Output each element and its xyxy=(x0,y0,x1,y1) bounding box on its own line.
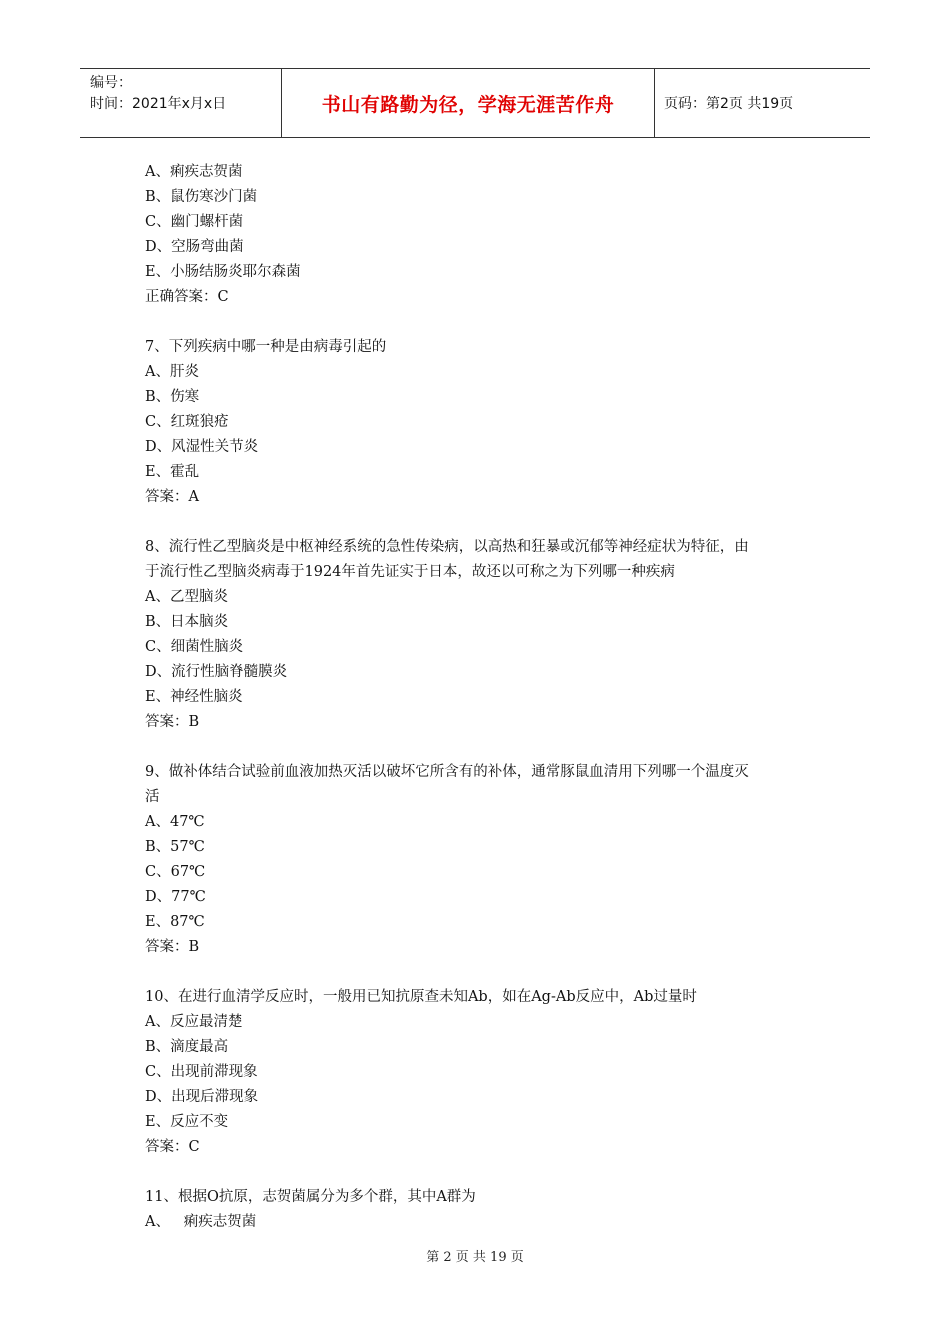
question-8 xyxy=(145,535,825,735)
option-d: D、空肠弯曲菌 xyxy=(145,239,244,255)
question-stem-line-1: 8、流行性乙型脑炎是中枢神经系统的急性传染病，以高热和狂暴或沉郁等神经症状为特征，由 xyxy=(145,539,749,555)
option-b: B、鼠伤寒沙门菌 xyxy=(145,189,258,205)
question-7 xyxy=(145,335,825,510)
option-d: D、出现后滞现象 xyxy=(145,1089,259,1105)
answer: 答案：C xyxy=(145,1139,200,1155)
option-e: E、小肠结肠炎耶尔森菌 xyxy=(145,264,301,280)
answer: 答案：B xyxy=(145,939,200,955)
option-a: A、肝炎 xyxy=(145,364,199,380)
document-body xyxy=(145,160,825,1235)
option-b: B、滴度最高 xyxy=(145,1039,229,1055)
page-footer: 第 2 页 共 19 页 xyxy=(426,1250,524,1265)
option-c: C、67℃ xyxy=(145,864,206,880)
question-stem-line-1: 9、做补体结合试验前血液加热灭活以破坏它所含有的补体，通常豚鼠血清用下列哪一个温度灭 xyxy=(145,764,749,780)
header-meta xyxy=(90,73,226,115)
option-d: D、77℃ xyxy=(145,889,206,905)
option-c: C、出现前滞现象 xyxy=(145,1064,258,1080)
option-e: E、霍乱 xyxy=(145,464,200,480)
option-c: C、红斑狼疮 xyxy=(145,414,229,430)
question-9 xyxy=(145,760,825,960)
question-prev xyxy=(145,160,825,310)
option-a: A、反应最清楚 xyxy=(145,1014,243,1030)
option-c: C、细菌性脑炎 xyxy=(145,639,244,655)
option-c: C、幽门螺杆菌 xyxy=(145,214,244,230)
option-b: B、57℃ xyxy=(145,839,205,855)
option-a: A、乙型脑炎 xyxy=(145,589,228,605)
question-10 xyxy=(145,985,825,1160)
option-a: A、 痢疾志贺菌 xyxy=(145,1214,257,1230)
option-d: D、流行性脑脊髓膜炎 xyxy=(145,664,288,680)
header-motto: 书山有路勤为径，学海无涯苦作舟 xyxy=(321,93,615,116)
question-stem: 10、在进行血清学反应时，一般用已知抗原查未知Ab，如在Ag-Ab反应中，Ab过量时 xyxy=(145,989,697,1005)
answer: 答案：A xyxy=(145,489,199,505)
option-e: E、反应不变 xyxy=(145,1114,229,1130)
header-page-info: 页码：第2页 共19页 xyxy=(664,96,794,112)
question-stem-line-2: 于流行性乙型脑炎病毒于1924年首先证实于日本，故还以可称之为下列哪一种疾病 xyxy=(145,564,675,580)
option-a: A、痢疾志贺菌 xyxy=(145,164,243,180)
option-e: E、神经性脑炎 xyxy=(145,689,243,705)
answer: 答案：B xyxy=(145,714,200,730)
question-11 xyxy=(145,1185,825,1235)
question-stem: 7、下列疾病中哪一种是由病毒引起的 xyxy=(145,339,387,355)
option-b: B、日本脑炎 xyxy=(145,614,229,630)
document-date-label: 时间：2021年x月x日 xyxy=(90,96,227,112)
answer: 正确答案：C xyxy=(145,289,229,305)
option-e: E、87℃ xyxy=(145,914,205,930)
option-a: A、47℃ xyxy=(145,814,205,830)
document-number-label: 编号： xyxy=(90,75,132,91)
question-stem-line-2: 活 xyxy=(145,789,160,805)
option-d: D、风湿性关节炎 xyxy=(145,439,259,455)
header-divider xyxy=(654,69,655,137)
page-header xyxy=(80,68,870,138)
option-b: B、伤寒 xyxy=(145,389,200,405)
question-stem: 11、根据O抗原，志贺菌属分为多个群，其中A群为 xyxy=(145,1189,476,1205)
